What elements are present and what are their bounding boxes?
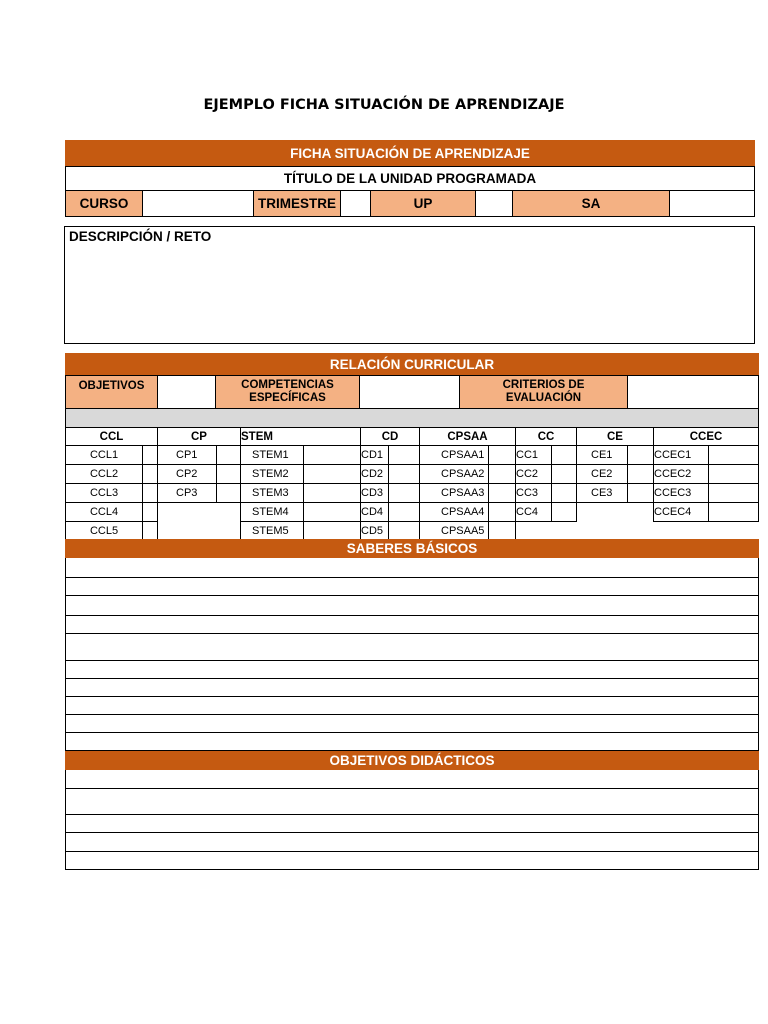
curso-label: CURSO [65, 190, 143, 217]
ccl-item: CCL2 [65, 464, 143, 484]
stem-item: STEM3 [240, 483, 304, 503]
cp-check[interactable] [216, 464, 241, 484]
saberes-row[interactable] [65, 733, 759, 751]
cpsaa-item: CPSAA4 [419, 502, 489, 522]
cd-item: CD4 [360, 502, 389, 522]
criterios-label: CRITERIOS DE EVALUACIÓN [459, 375, 628, 409]
header-cc: CC [515, 427, 577, 446]
cc-check[interactable] [551, 502, 577, 522]
cpsaa-item: CPSAA5 [419, 521, 489, 540]
cc-check[interactable] [551, 464, 577, 484]
cd-check[interactable] [388, 483, 420, 503]
cc-item: CC4 [515, 502, 552, 522]
stem-item: STEM2 [240, 464, 304, 484]
objetivos-didacticos-header: OBJETIVOS DIDÁCTICOS [65, 751, 759, 770]
objetivos-row[interactable] [65, 770, 759, 789]
cd-check[interactable] [388, 464, 420, 484]
objetivos-label: OBJETIVOS [65, 375, 158, 409]
cp-item: CP1 [157, 445, 217, 465]
cp-item: CP2 [157, 464, 217, 484]
cpsaa-check[interactable] [488, 464, 516, 484]
header-cpsaa: CPSAA [419, 427, 516, 446]
cpsaa-item: CPSAA1 [419, 445, 489, 465]
saberes-row[interactable] [65, 697, 759, 715]
ccl-item: CCL5 [65, 521, 143, 540]
up-label: UP [370, 190, 476, 217]
description-label: DESCRIPCIÓN / RETO [69, 229, 212, 244]
objetivos-row[interactable] [65, 833, 759, 852]
ce-item: CE2 [576, 464, 628, 484]
ccl-check[interactable] [142, 483, 158, 503]
header-stem: STEM [240, 427, 361, 446]
unit-title-label: TÍTULO DE LA UNIDAD PROGRAMADA [65, 166, 755, 191]
ce-item: CE1 [576, 445, 628, 465]
stem-check[interactable] [303, 464, 361, 484]
ccec-check[interactable] [708, 464, 759, 484]
ccec-item: CCEC2 [653, 464, 709, 484]
ccl-check[interactable] [142, 502, 158, 522]
header-cd: CD [360, 427, 420, 446]
cc-check[interactable] [551, 483, 577, 503]
cpsaa-item: CPSAA3 [419, 483, 489, 503]
ccl-check[interactable] [142, 521, 158, 540]
objetivos-row[interactable] [65, 852, 759, 870]
relacion-curricular-header: RELACIÓN CURRICULAR [65, 353, 759, 375]
saberes-row[interactable] [65, 679, 759, 697]
sa-field[interactable] [669, 190, 755, 217]
up-field[interactable] [475, 190, 513, 217]
competencias-field[interactable] [359, 375, 460, 409]
description-box[interactable] [64, 226, 755, 344]
trimestre-label: TRIMESTRE [253, 190, 341, 217]
cd-check[interactable] [388, 502, 420, 522]
ccl-check[interactable] [142, 464, 158, 484]
cpsaa-check[interactable] [488, 445, 516, 465]
saberes-row[interactable] [65, 661, 759, 679]
saberes-row[interactable] [65, 715, 759, 733]
cd-item: CD2 [360, 464, 389, 484]
ccec-item: CCEC3 [653, 483, 709, 503]
sa-label: SA [512, 190, 670, 217]
ce-check[interactable] [627, 445, 654, 465]
header-ce: CE [576, 427, 654, 446]
stem-item: STEM5 [240, 521, 304, 540]
ce-check[interactable] [627, 464, 654, 484]
header-ccec: CCEC [653, 427, 759, 446]
header-ccl: CCL [65, 427, 158, 446]
curso-field[interactable] [142, 190, 254, 217]
stem-check[interactable] [303, 521, 361, 540]
ccec-item: CCEC1 [653, 445, 709, 465]
cpsaa-check[interactable] [488, 521, 516, 540]
cp-check[interactable] [216, 483, 241, 503]
cd-check[interactable] [388, 521, 420, 540]
cpsaa-check[interactable] [488, 483, 516, 503]
ccec-check[interactable] [708, 502, 759, 522]
cp-empty [157, 502, 241, 540]
competencias-label: COMPETENCIAS ESPECÍFICAS [215, 375, 360, 409]
ccl-item: CCL4 [65, 502, 143, 522]
cpsaa-item: CPSAA2 [419, 464, 489, 484]
ce-check[interactable] [627, 483, 654, 503]
relacion-row [65, 375, 759, 409]
stem-check[interactable] [303, 445, 361, 465]
cc-item: CC2 [515, 464, 552, 484]
header-band: FICHA SITUACIÓN DE APRENDIZAJE [65, 140, 755, 166]
objetivos-row[interactable] [65, 815, 759, 833]
ce-item: CE3 [576, 483, 628, 503]
cc-item: CC1 [515, 445, 552, 465]
saberes-row[interactable] [65, 616, 759, 634]
stem-item: STEM1 [240, 445, 304, 465]
saberes-row[interactable] [65, 596, 759, 616]
saberes-row[interactable] [65, 634, 759, 661]
ccl-item: CCL3 [65, 483, 143, 503]
stem-check[interactable] [303, 483, 361, 503]
cc-check[interactable] [551, 445, 577, 465]
criterios-field[interactable] [627, 375, 759, 409]
ccec-check[interactable] [708, 483, 759, 503]
stem-check[interactable] [303, 502, 361, 522]
header-cp: CP [157, 427, 241, 446]
ccec-item: CCEC4 [653, 502, 709, 522]
saberes-basicos-header: SABERES BÁSICOS [65, 539, 759, 558]
saberes-row[interactable] [65, 558, 759, 578]
competencias-clave-table [65, 427, 759, 540]
ccl-check[interactable] [142, 445, 158, 465]
grey-spacer-row [65, 409, 759, 427]
cd-item: CD5 [360, 521, 389, 540]
cp-check[interactable] [216, 445, 241, 465]
info-row [65, 190, 755, 217]
stem-item: STEM4 [240, 502, 304, 522]
document-title: EJEMPLO FICHA SITUACIÓN DE APRENDIZAJE [203, 97, 565, 113]
ccec-check[interactable] [708, 445, 759, 465]
cpsaa-check[interactable] [488, 502, 516, 522]
cd-item: CD3 [360, 483, 389, 503]
objetivos-field[interactable] [157, 375, 216, 409]
trimestre-field[interactable] [340, 190, 371, 217]
cc-item: CC3 [515, 483, 552, 503]
objetivos-row[interactable] [65, 789, 759, 815]
cp-item: CP3 [157, 483, 217, 503]
cd-check[interactable] [388, 445, 420, 465]
saberes-row[interactable] [65, 578, 759, 596]
cd-item: CD1 [360, 445, 389, 465]
ccl-item: CCL1 [65, 445, 143, 465]
